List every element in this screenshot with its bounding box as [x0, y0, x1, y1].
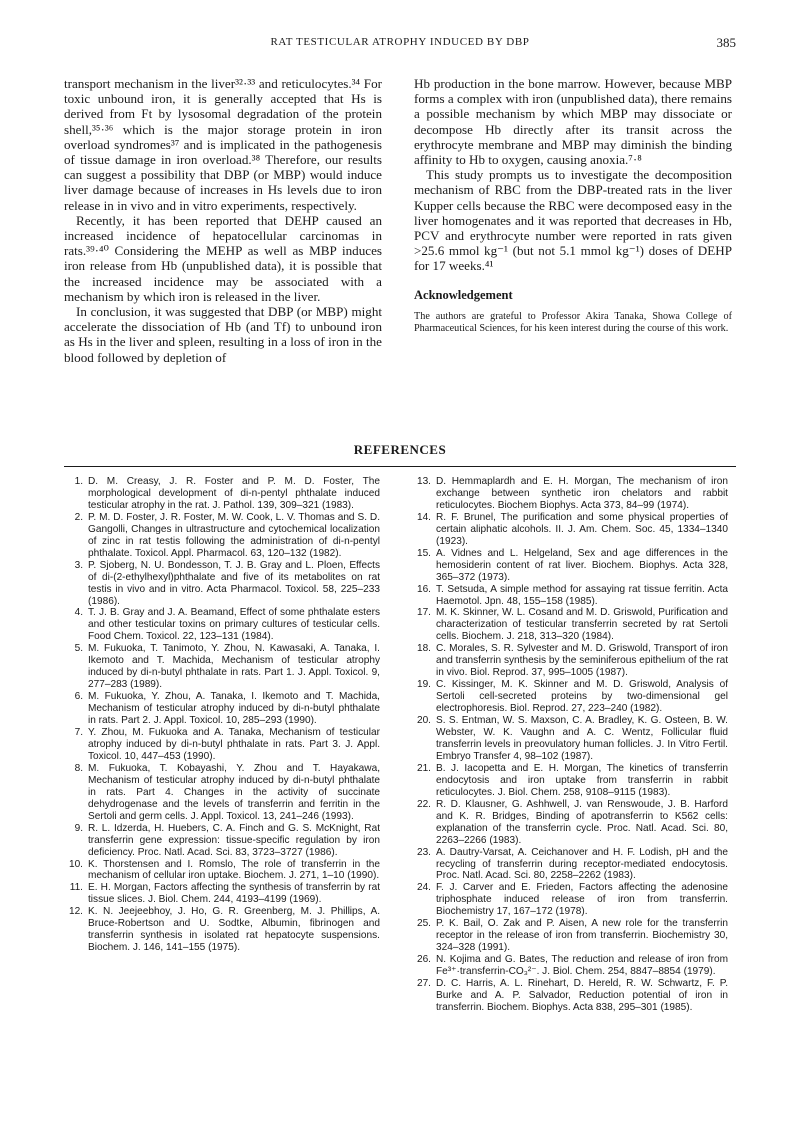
reference-number: 8. — [74, 762, 83, 774]
reference-item — [412, 584, 728, 608]
reference-text: N. Kojima and G. Bates, The reduction and release of iron from Fe³⁺·transferrin-CO₃²⁻. J. Biol. Chem. 254, 8847–8854 (1979). — [436, 954, 728, 978]
reference-item — [64, 882, 380, 906]
reference-text: P. K. Bail, O. Zak and P. Aisen, A new role for the transferrin receptor in the release of iron from transferrin. Biochemistry 30, 324–328 (1991). — [436, 918, 728, 954]
reference-number: 14. — [416, 511, 431, 523]
reference-item — [64, 763, 380, 823]
reference-item — [64, 643, 380, 691]
reference-text: T. Setsuda, A simple method for assaying rat tissue ferritin. Acta Haemotol. Jpn. 48, 155–158 (1985). — [436, 583, 728, 607]
reference-item — [412, 548, 728, 584]
reference-number: 22. — [416, 798, 431, 810]
reference-list-right — [412, 476, 728, 1014]
reference-number: 9. — [74, 822, 83, 834]
reference-text: M. K. Skinner, W. L. Cosand and M. D. Griswold, Purification and characterization of testicular transferrin secreted by rat Sertoli cells. Biochem. J. 218, 313–320 (1984). — [436, 607, 728, 643]
reference-text: M. Fukuoka, T. Kobayashi, Y. Zhou and T. Hayakawa, Mechanism of testicular atrophy induced by di-n-butyl phthalate in rats. Part 4. Changes in the activity of succinate dehydrogenase and the levels of transferrin and ferritin in the Sertoli and germ cells. J. Appl. Toxicol. 13, 241–246 (1993). — [88, 762, 380, 822]
reference-item — [64, 727, 380, 763]
reference-item — [412, 918, 728, 954]
reference-item — [64, 906, 380, 954]
reference-number: 5. — [74, 643, 83, 655]
reference-item — [64, 859, 380, 883]
reference-item — [412, 607, 728, 643]
reference-text: K. N. Jeejeebhoy, J. Ho, G. R. Greenberg, M. J. Phillips, A. Bruce-Robertson and U. Sodtke, Albumin, fibrinogen and transferrin synthesis in isolated rat hepatocyte suspensions. Biochem. J. 146, 141–155 (1975). — [88, 906, 380, 954]
reference-number: 16. — [416, 583, 431, 595]
reference-text: D. Hemmaplardh and E. H. Morgan, The mechanism of iron exchange between synthetic iron chelators and rabbit reticulocytes. Biochem Biophys. Acta 373, 84–99 (1974). — [436, 476, 728, 511]
reference-text: D. M. Creasy, J. R. Foster and P. M. D. Foster, The morphological development of di-n-pentyl phthalate induced testicular atrophy in the rat. J. Pathol. 139, 309–321 (1983). — [88, 476, 380, 511]
reference-number: 15. — [416, 547, 431, 559]
page-number: 385 — [716, 35, 736, 50]
body-column-left — [64, 76, 382, 365]
reference-item — [64, 823, 380, 859]
running-title: RAT TESTICULAR ATROPHY INDUCED BY DBP — [270, 36, 530, 48]
reference-text: A. Dautry-Varsat, A. Ceichanover and H. F. Lodish, pH and the recycling of transferrin during receptor-mediated endocytosis. Proc. Natl. Acad. Sci. 80, 2258–2262 (1983). — [436, 846, 728, 882]
reference-item — [64, 607, 380, 643]
reference-number: 25. — [416, 918, 431, 930]
reference-item — [64, 476, 380, 512]
body-paragraph: Recently, it has been reported that DEHP caused an increased incidence of hepatocellular carcinomas in rats.³⁹·⁴⁰ Considering the MEHP as well as MBP induces iron release from Hb (unpublished data), it is possible that the increased incidence may be associated with a mechanism by which iron is released in the liver. — [64, 212, 382, 304]
reference-item — [412, 954, 728, 978]
reference-text: R. L. Idzerda, H. Huebers, C. A. Finch and G. S. McKnight, Rat transferrin gene expression: tissue-specific regulation by iron deficiency. Proc. Natl. Acad. Sci. 83, 3723–3727 (1986). — [88, 822, 380, 858]
reference-list-left — [64, 476, 380, 954]
reference-text: P. Sjoberg, N. U. Bondesson, T. J. B. Gray and L. Ploen, Effects of di-(2-ethylhexyl)phthalate and five of its metabolites on rat testis in vivo and in vitro. Acta Pharmacol. Toxicol. 58, 225–233 (1986). — [88, 559, 380, 607]
acknowledgement-heading: Acknowledgement — [414, 287, 513, 302]
reference-item — [412, 512, 728, 548]
reference-item — [412, 882, 728, 918]
reference-number: 12. — [68, 906, 83, 918]
reference-text: P. M. D. Foster, J. R. Foster, M. W. Cook, L. V. Thomas and S. D. Gangolli, Changes in ultrastructure and cytochemical localization of zinc in rat testis following the administration of di-n-pentyl phthalate. Toxicol. Appl. Pharmacol. 63, 120–132 (1982). — [88, 511, 380, 559]
reference-item — [412, 763, 728, 799]
body-paragraph: This study prompts us to investigate the decomposition mechanism of RBC from the DBP-treated rats in the liver Kupper cells because the RBC were decomposed easy in the liver homogenates and it was reported that decreases in Hb, PCV and erythrocyte number were reported in rats given >25.6 mmol kg⁻¹ (but not 5.1 mmol kg⁻¹) doses of DEHP for 17 weeks.⁴¹ — [414, 167, 732, 274]
reference-item — [64, 560, 380, 608]
reference-text: K. Thorstensen and I. Romslo, The role of transferrin in the mechanism of cellular iron uptake. Biochem. J. 271, 1–10 (1990). — [88, 858, 380, 882]
reference-number: 26. — [416, 954, 431, 966]
reference-text: M. Fukuoka, Y. Zhou, A. Tanaka, I. Ikemoto and T. Machida, Mechanism of testicular atrophy induced by di-n-butyl phthalate in rats. Part 2. J. Appl. Toxicol. 10, 285–293 (1990). — [88, 691, 380, 727]
reference-number: 4. — [74, 607, 83, 619]
section-divider — [64, 466, 736, 467]
reference-item — [412, 715, 728, 763]
reference-text: M. Fukuoka, T. Tanimoto, Y. Zhou, N. Kawasaki, A. Tanaka, I. Ikemoto and T. Machida, Mechanism of testicular atrophy induced by di-n-butyl phthalate in rats. Part 1. J. Appl. Toxicol. 9, 277–283 (1989). — [88, 643, 380, 691]
reference-item — [412, 679, 728, 715]
body-column-right — [414, 76, 732, 335]
reference-text: A. Vidnes and L. Helgeland, Sex and age differences in the hemosiderin content of rat liver. Biochem. Biophys. Acta 328, 365–372 (1973). — [436, 547, 728, 583]
reference-number: 6. — [74, 691, 83, 703]
reference-number: 1. — [74, 476, 83, 487]
reference-item — [412, 476, 728, 512]
reference-text: E. H. Morgan, Factors affecting the synthesis of transferrin by rat tissue slices. J. Biol. Chem. 244, 4193–4199 (1969). — [88, 882, 380, 906]
reference-number: 24. — [416, 882, 431, 894]
reference-item — [412, 847, 728, 883]
reference-text: C. Kissinger, M. K. Skinner and M. D. Griswold, Analysis of Sertoli cell-secreted proteins by two-dimensional gel electrophoresis. Biol. Reprod. 27, 223–240 (1982). — [436, 679, 728, 715]
reference-text: T. J. B. Gray and J. A. Beamand, Effect of some phthalate esters and other testicular toxins on primary cultures of testicular cells. Food Chem. Toxicol. 22, 123–131 (1984). — [88, 607, 380, 643]
references-heading: REFERENCES — [353, 442, 447, 457]
reference-number: 27. — [416, 978, 431, 990]
reference-text: R. D. Klausner, G. Ashhwell, J. van Renswoude, J. B. Harford and K. R. Bridges, Binding of apotransferrin to K562 cells: explanation of the transferrin cycle. Proc. Natl. Acad. Sci. 80, 2263–2266 (1983). — [436, 798, 728, 846]
reference-text: D. C. Harris, A. L. Rinehart, D. Hereld, R. W. Schwartz, F. P. Burke and A. P. Salvador, Reduction potential of iron in transferrin. Biochem. Biophys. Acta 838, 295–301 (1985). — [436, 978, 728, 1013]
reference-item — [412, 978, 728, 1014]
reference-text: Y. Zhou, M. Fukuoka and A. Tanaka, Mechanism of testicular atrophy induced by di-n-butyl phthalate in rats. Part 3. J. Appl. Toxicol. 10, 447–453 (1990). — [88, 727, 380, 762]
body-paragraph: Hb production in the bone marrow. However, because MBP forms a complex with iron (unpublished data), there remains a possible mechanism by which MBP may dissociate or decompose Hb directly after its transit across the erythrocyte membrane and MBP may diminish the binding affinity to Hb to oxygen, causing anoxia.⁷·⁸ — [414, 76, 732, 168]
reference-number: 7. — [74, 727, 83, 739]
reference-number: 20. — [416, 715, 431, 727]
reference-number: 2. — [74, 511, 83, 523]
reference-text: C. Morales, S. R. Sylvester and M. D. Griswold, Transport of iron and transferrin synthesis by the seminiferous epithelium of the rat in vivo. Biol. Reprod. 37, 995–1005 (1987). — [436, 643, 728, 679]
reference-number: 21. — [416, 762, 431, 774]
acknowledgement-text: The authors are grateful to Professor Akira Tanaka, Showa College of Pharmaceutical Sciences, for his keen interest during the course of this work. — [414, 310, 732, 335]
reference-number: 3. — [74, 559, 83, 571]
reference-text: F. J. Carver and E. Frieden, Factors affecting the adenosine triphosphate induced release of iron from transferrin. Biochemistry 17, 167–172 (1978). — [436, 882, 728, 918]
reference-number: 10. — [68, 858, 83, 870]
reference-item — [412, 799, 728, 847]
reference-text: S. S. Entman, W. S. Maxson, C. A. Bradley, K. G. Osteen, B. W. Webster, W. K. Vaughn and A. C. Wentz, Follicular fluid transferrin levels in preovulatory human follicles. J. In Vitro Fertil. Embryo Transfer 4, 98–102 (1987). — [436, 715, 728, 762]
reference-number: 23. — [416, 846, 431, 858]
reference-number: 18. — [416, 643, 431, 655]
reference-text: B. J. Iacopetta and E. H. Morgan, The kinetics of transferrin endocytosis and iron uptake from transferrin in rabbit reticulocytes. J. Biol. Chem. 258, 9108–9115 (1983). — [436, 762, 728, 798]
reference-number: 11. — [69, 882, 83, 894]
reference-item — [412, 643, 728, 679]
reference-item — [64, 512, 380, 560]
body-paragraph: transport mechanism in the liver³²·³³ and reticulocytes.³⁴ For toxic unbound iron, it is generally accepted that Hs is derived from Ft by lysosomal degradation of the protein shell,³⁵·³⁶ which is the major storage protein in iron overload syndromes³⁷ and is implicated in the pathogenesis of tissue damage in iron overload.³⁸ Therefore, our results can suggest a possibility that DBP (or MBP) would induce liver damage because of increases in Hs levels due to iron release in in vivo and in vitro experiments, respectively. — [64, 76, 382, 213]
reference-number: 19. — [416, 679, 431, 691]
reference-item — [64, 691, 380, 727]
running-header — [64, 36, 736, 52]
reference-number: 13. — [416, 476, 431, 487]
reference-number: 17. — [416, 607, 431, 619]
reference-text: R. F. Brunel, The purification and some physical properties of certain aliphatic alcohols. II. J. Am. Chem. Soc. 45, 1334–1340 (1923). — [436, 511, 728, 547]
body-paragraph: In conclusion, it was suggested that DBP (or MBP) might accelerate the dissociation of Hb (and Tf) to unbound iron as Hs in the liver and spleen, resulting in a loss of iron in the blood followed by depletion of — [64, 304, 382, 365]
